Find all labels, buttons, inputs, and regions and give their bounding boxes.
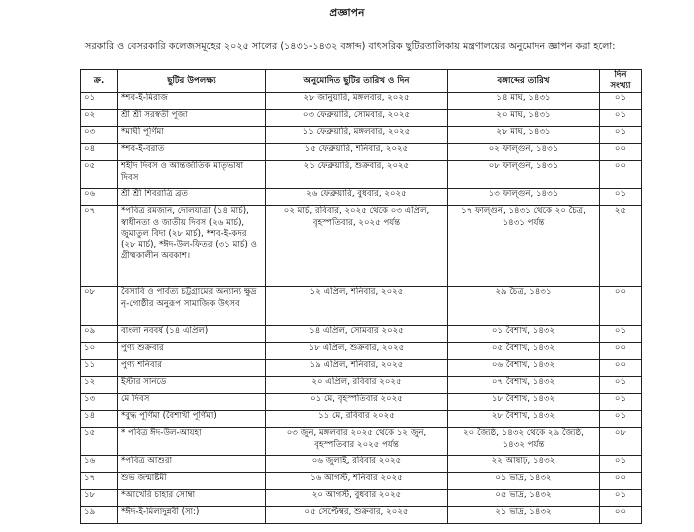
bengali-date-cell: ২৮ মাঘ, ১৪৩১	[448, 127, 600, 144]
occasion-cell: *আখেরি চাহার সোম্বা	[118, 490, 266, 507]
occasion-cell: *শব-ই-বরাত	[118, 144, 266, 161]
serial-cell: ১০	[81, 343, 118, 360]
day-count-cell: ০১	[600, 377, 642, 394]
day-count-cell: ০০	[600, 287, 642, 326]
table-row	[81, 456, 642, 473]
approved-date-cell: ১৮ এপ্রিল, শুক্রবার, ২০২৫	[266, 343, 448, 360]
day-count-cell: ০১	[600, 490, 642, 507]
table-row	[81, 473, 642, 490]
approved-date-cell: ২০ এপ্রিল, রবিবার ২০২৫	[266, 377, 448, 394]
bengali-date-cell: ০১ ভাদ্র, ১৪৩২	[448, 473, 600, 490]
bengali-date-cell: ১৮ বৈশাখ, ১৪৩২	[448, 394, 600, 411]
header-day-count: দিন সংখ্যা	[600, 70, 642, 93]
day-count-cell: ০১	[600, 411, 642, 428]
header-approved-date: অনুমোদিত ছুটির তারিখ ও দিন	[266, 70, 448, 93]
day-count-cell: ০০	[600, 507, 642, 524]
approved-date-cell: ২১ ফেব্রুয়ারি, শুক্রবার, ২০২৫	[266, 161, 448, 189]
approved-date-cell: ২৮ জানুয়ারি, মঙ্গলবার, ২০২৫	[266, 93, 448, 110]
day-count-cell: ০১	[600, 456, 642, 473]
approved-date-cell: ১২ এপ্রিল, শনিবার, ২০২৫	[266, 287, 448, 326]
approved-date-cell: ২৬ ফেব্রুয়ারি, বুধবার, ২০২৫	[266, 189, 448, 206]
occasion-cell: পুণ্য শুক্রবার	[118, 343, 266, 360]
occasion-cell: *পবিত্র আশুরা	[118, 456, 266, 473]
table-row	[81, 144, 642, 161]
serial-cell: ০৬	[81, 189, 118, 206]
serial-cell: ১৩	[81, 394, 118, 411]
serial-cell: ১৬	[81, 456, 118, 473]
approved-date-cell: ১১ মে, রবিবার ২০২৫	[266, 411, 448, 428]
occasion-cell: *মাঘী পূর্ণিমা	[118, 127, 266, 144]
table-row	[81, 507, 642, 524]
header-occasion: ছুটির উপলক্ষ্য	[118, 70, 266, 93]
occasion-cell: *পবিত্র রমজান, দোলযাত্রা (১৪ মার্চ), স্বাধীনতা ও জাতীয় দিবস (২৬ মার্চ), জুমাতুল বিদা (২৮ মার্চ), *শব-ই-কদর (২৮ মার্চ), *ঈদ-উল-ফিতর (৩১ মার্চ) ও গ্রীষ্মকালীন অবকাশ।	[118, 206, 266, 287]
day-count-cell: ০১	[600, 189, 642, 206]
day-count-cell: ০০	[600, 144, 642, 161]
bengali-date-cell: ০৭ বৈশাখ, ১৪৩২	[448, 377, 600, 394]
bengali-date-cell: ২০ মাঘ, ১৪৩১	[448, 110, 600, 127]
serial-cell: ০৪	[81, 144, 118, 161]
holiday-table	[80, 69, 642, 524]
bengali-date-cell: ২০ জ্যৈষ্ঠ, ১৪৩২ থেকে ২৯ জ্যৈষ্ঠ, ১৪৩২ পর্যন্ত	[448, 428, 600, 456]
document-title: প্রজ্ঞাপন	[329, 7, 365, 19]
header-serial: ক্র.	[81, 70, 118, 93]
table-row	[81, 206, 642, 287]
table-row	[81, 127, 642, 144]
serial-cell: ১৯	[81, 507, 118, 524]
day-count-cell: ০১	[600, 394, 642, 411]
occasion-cell: * পবিত্র ঈদ-উল-আযহা	[118, 428, 266, 456]
table-header-row	[81, 70, 642, 93]
approved-date-cell: ১৫ ফেব্রুয়ারি, শনিবার, ২০২৫	[266, 144, 448, 161]
table-row	[81, 287, 642, 326]
table-row	[81, 161, 642, 189]
bengali-date-cell: ০২ ফাল্গুন, ১৪৩১	[448, 144, 600, 161]
table-row	[81, 428, 642, 456]
occasion-cell: বৈসাবি ও পার্বত্য চট্টগ্রামের অন্যান্য ক্ষুদ্র নৃ-গোষ্ঠীর অনুরূপ সামাজিক উৎসব	[118, 287, 266, 326]
occasion-cell: শ্রী শ্রী সরস্বতী পূজা	[118, 110, 266, 127]
bengali-date-cell: ০৮ ফাল্গুন, ১৪৩১	[448, 161, 600, 189]
serial-cell: ০৮	[81, 287, 118, 326]
approved-date-cell: ১৪ এপ্রিল, সোমবার ২০২৫	[266, 326, 448, 343]
occasion-cell: শ্রী শ্রী শিবরাত্রি ব্রত	[118, 189, 266, 206]
table-row	[81, 411, 642, 428]
occasion-cell: পুণ্য শনিবার	[118, 360, 266, 377]
occasion-cell: *শব-ই-মিরাজ	[118, 93, 266, 110]
approved-date-cell: ১১ ফেব্রুয়ারি, মঙ্গলবার, ২০২৫	[266, 127, 448, 144]
intro-paragraph: সরকারি ও বেসরকারি কলেজসমূহের ২০২৫ সালের (১৪৩১-১৪৩২ বঙ্গাব্দ) বাৎসরিক ছুটিরতালিকায় মন্ত্রণালয়ের অনুমোদন জ্ঞাপন করা হলো:	[85, 41, 616, 52]
serial-cell: ০৫	[81, 161, 118, 189]
day-count-cell: ০৮	[600, 428, 642, 456]
serial-cell: ১৫	[81, 428, 118, 456]
bengali-date-cell: ১৭ ফাল্গুন, ১৪৩১ থেকে ২০ চৈত্র, ১৪৩১ পর্যন্ত	[448, 206, 600, 287]
approved-date-cell: ০৩ জুন, মঙ্গলবার ২০২৫ থেকে ১২ জুন, বৃহস্পতিবার ২০২৫ পর্যন্ত	[266, 428, 448, 456]
day-count-cell: ০১	[600, 127, 642, 144]
day-count-cell: ০১	[600, 110, 642, 127]
approved-date-cell: ০৬ জুলাই, রবিবার ২০২৫	[266, 456, 448, 473]
serial-cell: ১২	[81, 377, 118, 394]
day-count-cell: ০০	[600, 343, 642, 360]
table-row	[81, 490, 642, 507]
occasion-cell: বাংলা নববর্ষ (১৪ এপ্রিল)	[118, 326, 266, 343]
header-bengali-date: বঙ্গাব্দের তারিখ	[448, 70, 600, 93]
table-row	[81, 110, 642, 127]
occasion-cell: শুভ জন্মাষ্টমী	[118, 473, 266, 490]
bengali-date-cell: ১৪ মাঘ, ১৪৩১	[448, 93, 600, 110]
occasion-cell: মে দিবস	[118, 394, 266, 411]
day-count-cell: ০০	[600, 360, 642, 377]
approved-date-cell: ১৯ এপ্রিল, শনিবার, ২০২৫	[266, 360, 448, 377]
table-row	[81, 326, 642, 343]
serial-cell: ১৪	[81, 411, 118, 428]
serial-cell: ০৩	[81, 127, 118, 144]
table-row	[81, 377, 642, 394]
serial-cell: ১৭	[81, 473, 118, 490]
bengali-date-cell: ০১ বৈশাখ, ১৪৩২	[448, 326, 600, 343]
approved-date-cell: ০৫ সেপ্টেম্বর, শুক্রবার, ২০২৫	[266, 507, 448, 524]
day-count-cell: ০১	[600, 326, 642, 343]
day-count-cell: ০১	[600, 93, 642, 110]
serial-cell: ১১	[81, 360, 118, 377]
day-count-cell: ০০	[600, 161, 642, 189]
serial-cell: ০৭	[81, 206, 118, 287]
table-row	[81, 93, 642, 110]
bengali-date-cell: ০৬ বৈশাখ, ১৪৩২	[448, 360, 600, 377]
occasion-cell: ইস্টার সানডে	[118, 377, 266, 394]
bengali-date-cell: ১৩ ফাল্গুন, ১৪৩১	[448, 189, 600, 206]
bengali-date-cell: ২৮ বৈশাখ, ১৪৩২	[448, 411, 600, 428]
bengali-date-cell: ০৫ বৈশাখ, ১৪৩২	[448, 343, 600, 360]
occasion-cell: শহীদ দিবস ও আন্তর্জাতিক মাতৃভাষা দিবস	[118, 161, 266, 189]
approved-date-cell: ১৬ আগস্ট, শনিবার ২০২৫	[266, 473, 448, 490]
bengali-date-cell: ২২ আষাঢ়, ১৪৩২	[448, 456, 600, 473]
bengali-date-cell: ০৫ ভাদ্র, ১৪৩২	[448, 490, 600, 507]
table-row	[81, 343, 642, 360]
bengali-date-cell: ২১ ভাদ্র, ১৪৩২	[448, 507, 600, 524]
serial-cell: ১৮	[81, 490, 118, 507]
table-row	[81, 360, 642, 377]
serial-cell: ০২	[81, 110, 118, 127]
approved-date-cell: ০৩ ফেব্রুয়ারি, সোমবার, ২০২৫	[266, 110, 448, 127]
serial-cell: ০১	[81, 93, 118, 110]
occasion-cell: *বুদ্ধ পূর্ণিমা (বৈশাখী পূর্ণিমা)	[118, 411, 266, 428]
approved-date-cell: ২০ আগস্ট, বুধবার ২০২৫	[266, 490, 448, 507]
occasion-cell: *ঈদ-ই-মিলাদুন্নবী (সা:)	[118, 507, 266, 524]
table-row	[81, 394, 642, 411]
table-row	[81, 189, 642, 206]
serial-cell: ০৯	[81, 326, 118, 343]
bengali-date-cell: ২৯ চৈত্র, ১৪৩১	[448, 287, 600, 326]
day-count-cell: ০০	[600, 473, 642, 490]
approved-date-cell: ০২ মার্চ, রবিবার, ২০২৫ থেকে ০৩ এপ্রিল, বৃহস্পতিবার, ২০২৫ পর্যন্ত	[266, 206, 448, 287]
approved-date-cell: ০১ মে, বৃহস্পতিবার ২০২৫	[266, 394, 448, 411]
day-count-cell: ২৫	[600, 206, 642, 287]
